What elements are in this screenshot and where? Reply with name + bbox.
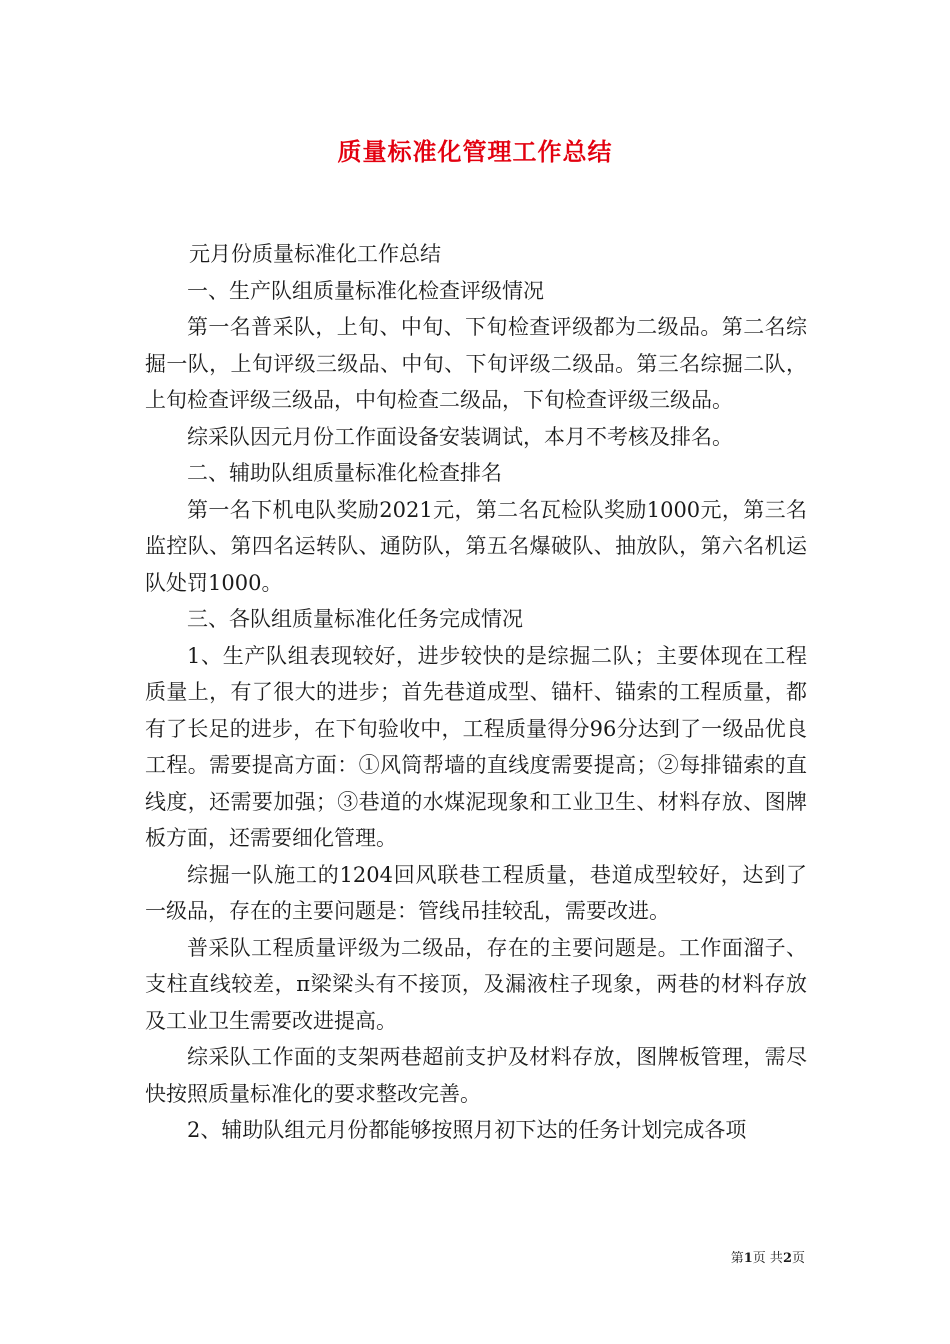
footer-prefix: 第	[730, 1251, 744, 1266]
paragraph: 综采队工作面的支架两巷超前支护及材料存放，图牌板管理，需尽快按照质量标准化的要求整改完善。	[145, 1045, 807, 1106]
footer-total-pages: 2	[782, 1251, 792, 1266]
paragraph: 第一名下机电队奖励2021元，第二名瓦检队奖励1000元，第三名监控队、第四名运转队、通防队，第五名爆破队、抽放队，第六名机运队处罚1000。	[145, 497, 807, 595]
footer-middle: 页 共	[752, 1251, 783, 1266]
paragraph-heading-2: 二、辅助队组质量标准化检查排名	[187, 461, 502, 485]
paragraph: 综掘一队施工的1204回风联巷工程质量，巷道成型较好，达到了一级品，存在的主要问题是：管线吊挂较乱，需要改进。	[145, 862, 807, 923]
page-number-footer	[731, 1247, 805, 1266]
paragraph: 普采队工程质量评级为二级品，存在的主要问题是。工作面溜子、支柱直线较差，π梁梁头有不接顶，及漏液柱子现象，两巷的材料存放及工业卫生需要改进提高。	[145, 935, 807, 1033]
document-title: 质量标准化管理工作总结	[337, 137, 613, 166]
paragraph: 第一名普采队，上旬、中旬、下旬检查评级都为二级品。第二名综掘一队，上旬评级三级品、中旬、下旬评级二级品。第三名综掘二队，上旬检查评级三级品，中旬检查二级品，下旬检查评级三级品。	[145, 315, 807, 412]
paragraph-subtitle: 元月份质量标准化工作总结	[189, 242, 441, 266]
paragraph-heading-1: 一、生产队组质量标准化检查评级情况	[187, 278, 544, 303]
footer-suffix: 页	[791, 1251, 805, 1266]
document-body	[145, 236, 807, 1149]
paragraph: 2、辅助队组元月份都能够按照月初下达的任务计划完成各项	[187, 1118, 747, 1142]
paragraph-heading-3: 三、各队组质量标准化任务完成情况	[187, 607, 523, 631]
paragraph: 1、生产队组表现较好，进步较快的是综掘二队；主要体现在工程质量上，有了很大的进步；首先巷道成型、锚杆、锚索的工程质量，都有了长足的进步，在下旬验收中，工程质量得分96分达到了一级品优良工程。需要提高方面：①风筒帮墙的直线度需要提高；②每排锚索的直线度，还需要加强；③巷道的水煤泥现象和工业卫生、材料存放、图牌板方面，还需要细化管理。	[145, 643, 807, 850]
paragraph: 综采队因元月份工作面设备安装调试，本月不考核及排名。	[187, 424, 733, 449]
footer-current-page: 1	[743, 1251, 753, 1266]
